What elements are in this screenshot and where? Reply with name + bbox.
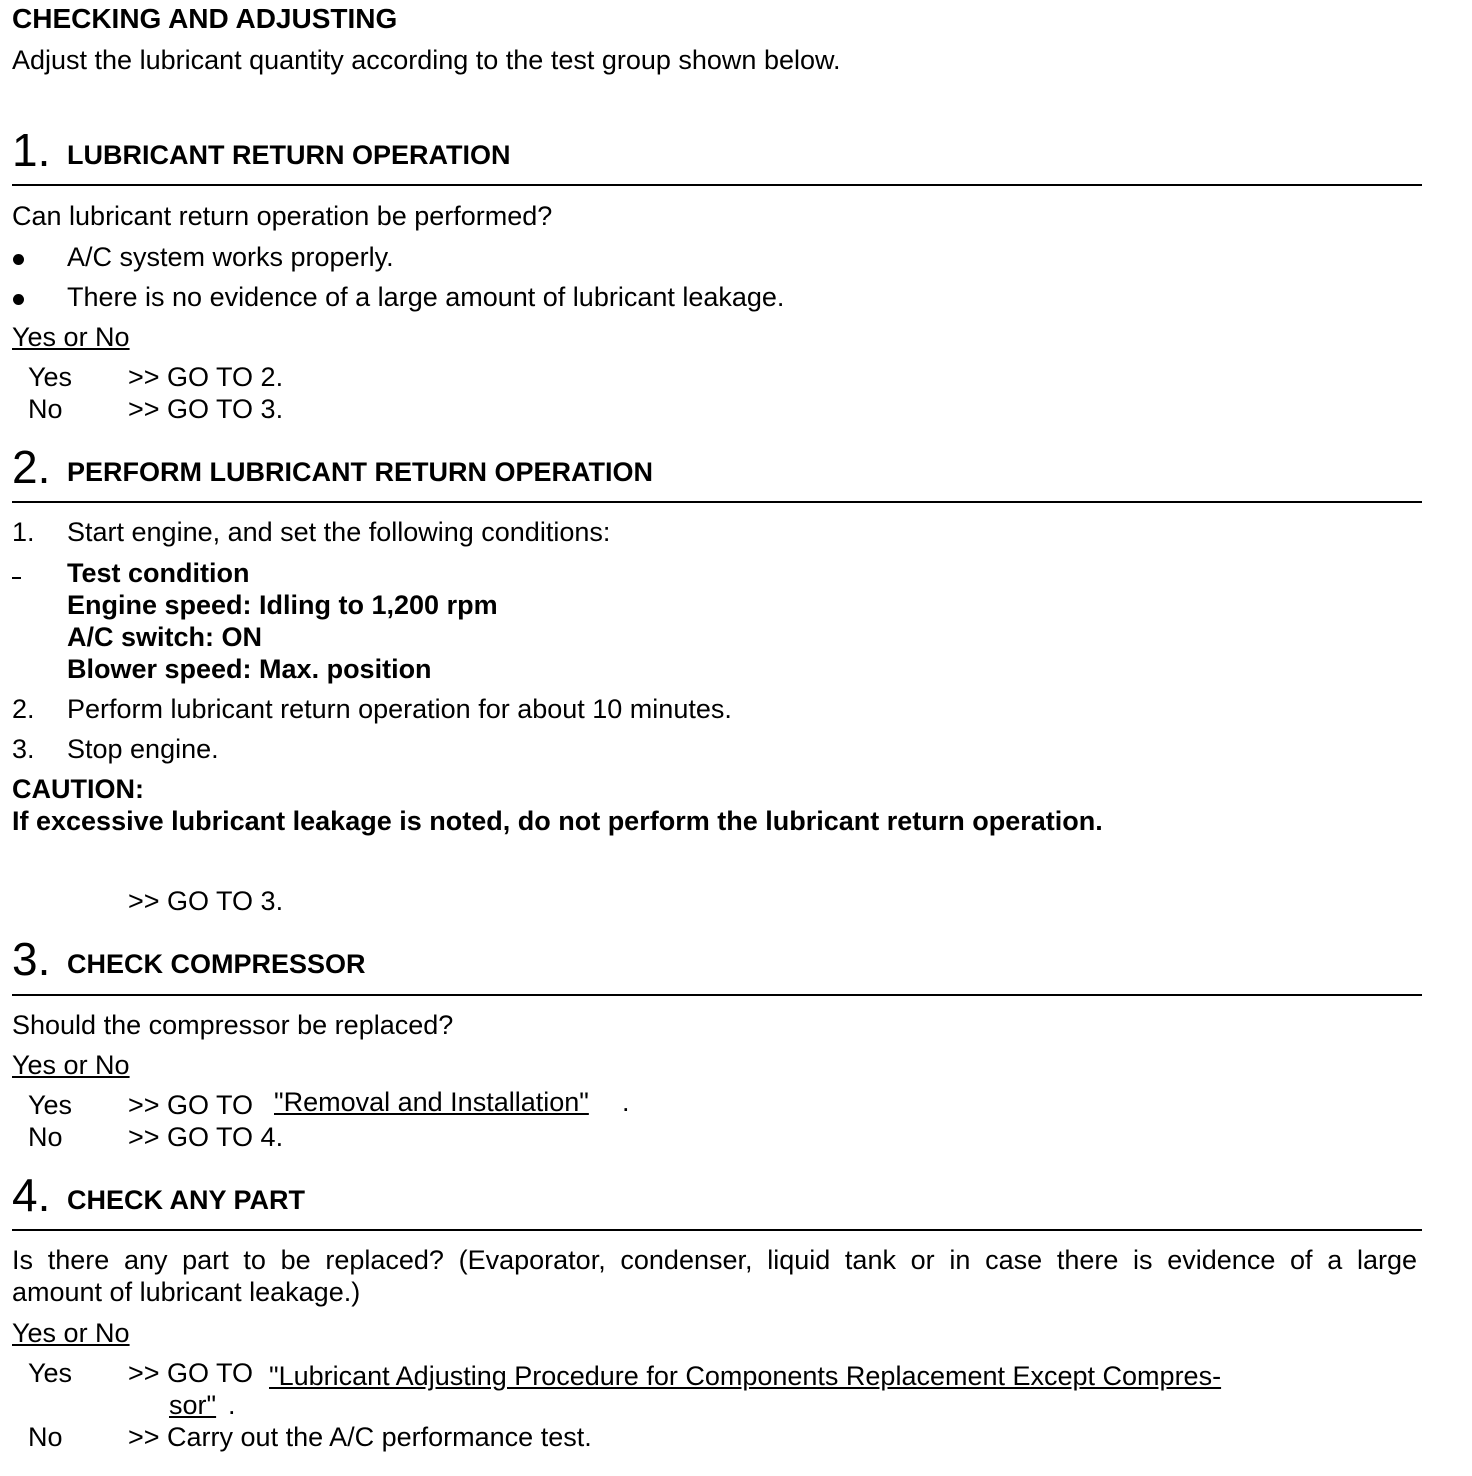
step-1-title: LUBRICANT RETURN OPERATION [67,140,511,170]
step-1-no-action: >> GO TO 3. [128,394,284,424]
step-1-bullet-2: There is no evidence of a large amount of lubricant leakage. [67,282,785,312]
step-2-item-3-number: 3. [12,734,35,764]
test-condition-blower-speed: Blower speed: Max. position [67,654,432,684]
step-4-yes-action: >> GO TO [128,1358,254,1388]
step-3-yes-action: >> GO TO [128,1090,254,1120]
step-2-divider [12,501,1422,503]
step-3-divider [12,994,1422,996]
step-2-item-2: Perform lubricant return operation for about 10 minutes. [67,694,732,724]
removal-installation-link[interactable]: "Removal and Installation" [274,1087,589,1117]
step-1-bullet-1: A/C system works properly. [67,242,394,272]
intro-text: Adjust the lubricant quantity according to the test group shown below. [12,45,841,75]
step-2-item-1-number: 1. [12,517,35,547]
step-4-no-action: >> Carry out the A/C performance test. [128,1422,592,1452]
test-condition-heading: Test condition [67,558,250,588]
step-1-divider [12,184,1422,186]
test-condition-ac-switch: A/C switch: ON [67,622,263,652]
step-3-yes-or-no: Yes or No [12,1050,130,1080]
test-condition-engine-speed: Engine speed: Idling to 1,200 rpm [67,590,498,620]
step-1-no-label: No [28,394,63,424]
step-3-question: Should the compressor be replaced? [12,1010,454,1040]
step-4-number: 4. [12,1169,51,1221]
step-3-number: 3. [12,933,51,985]
step-2-item-2-number: 2. [12,694,35,724]
step-1-number: 1. [12,124,51,176]
step-3-yes-label: Yes [28,1090,73,1120]
step-2-goto: >> GO TO 3. [128,886,284,916]
lubricant-adjusting-procedure-link[interactable]: "Lubricant Adjusting Procedure for Components Replacement Except Compres- [269,1361,1222,1391]
step-4-yes-label: Yes [28,1358,73,1388]
caution-text: If excessive lubricant leakage is noted, do not perform the lubricant return operation. [12,806,1103,836]
step-1-yes-or-no: Yes or No [12,322,130,352]
step-3-yes-period: . [622,1087,630,1117]
step-3-no-label: No [28,1122,63,1152]
dash-icon [12,577,21,579]
step-4-divider [12,1229,1422,1231]
step-4-question-line-2: amount of lubricant leakage.) [12,1277,361,1307]
step-4-yes-or-no: Yes or No [12,1318,130,1348]
step-2-number: 2. [12,441,51,493]
step-3-no-action: >> GO TO 4. [128,1122,284,1152]
step-2-title: PERFORM LUBRICANT RETURN OPERATION [67,457,653,487]
step-2-item-1: Start engine, and set the following conditions: [67,517,611,547]
step-1-question: Can lubricant return operation be performed? [12,201,553,231]
step-4-question-line-1: Is there any part to be replaced? (Evaporator, condenser, liquid tank or in case there is evidence of a large [12,1245,1417,1275]
step-3-title: CHECK COMPRESSOR [67,949,366,979]
step-4-title: CHECK ANY PART [67,1185,306,1215]
bullet-icon [13,294,24,305]
step-1-yes-action: >> GO TO 2. [128,362,284,392]
lubricant-adjusting-procedure-link-cont[interactable]: sor" [169,1390,217,1420]
caution-label: CAUTION: [12,774,144,804]
step-1-yes-label: Yes [28,362,73,392]
step-4-no-label: No [28,1422,63,1452]
step-2-item-3: Stop engine. [67,734,219,764]
step-4-yes-period: . [228,1390,236,1420]
bullet-icon [13,254,24,265]
page-title: CHECKING AND ADJUSTING [12,3,398,34]
